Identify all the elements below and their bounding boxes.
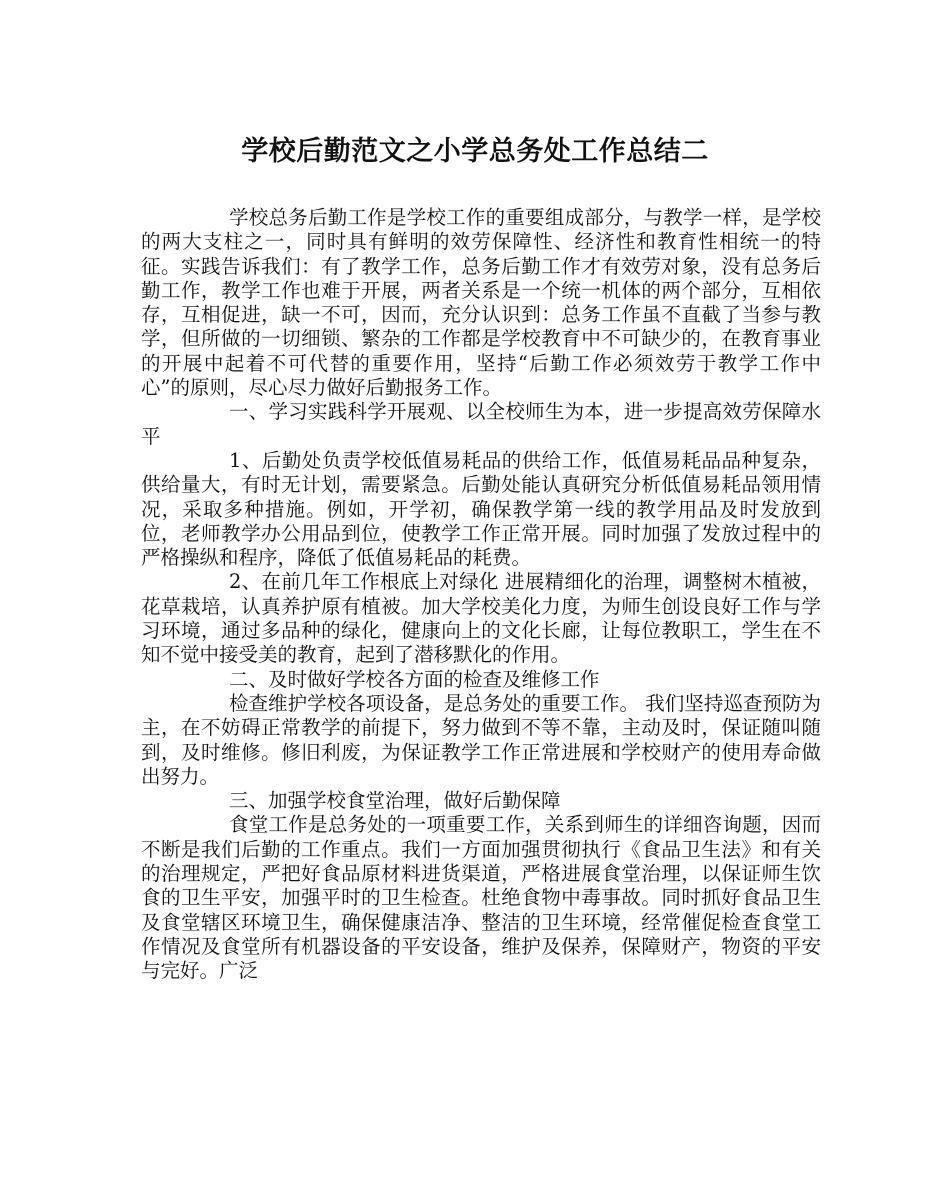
section-3-heading: 三、加强学校食堂治理，做好后勤保障 [229,789,561,813]
section-2-paragraph: 检查维护学校各项设备，是总务处的重要工作。 我们坚持巡查预防为主，在不妨碍正常教学的前提下，努力做到不等不靠，主动及时，保证随叫随到，及时维修。修旧利废，为保证教学工作正常进展和学校财产的使用寿命做出努力。 [141,691,821,788]
section-1-heading: 一、学习实践科学开展观、以全校师生为本，进一步提高效劳保障水平 [141,400,821,448]
section-1-item-2: 2、在前几年工作根底上对绿化 进展精细化的治理，调整树木植被，花草栽培，认真养护原有植被。加大学校美化力度，为师生创设良好工作与学习环境，通过多品种的绿化，健康向上的文化长廊，让每位教职工，学生在不知不觉中接受美的教育，起到了潜移默化的作用。 [141,570,821,667]
section-1-item-1: 1、后勤处负责学校低值易耗品的供给工作，低值易耗品品种复杂，供给量大，有时无计划，需要紧急。后勤处能认真研究分析低值易耗品领用情况，采取多种措施。例如，开学初，确保教学第一线的教学用品及时发放到位，老师教学办公用品到位，使教学工作正常开展。同时加强了发放过程中的严格操纵和程序，降低了低值易耗品的耗费。 [141,448,821,570]
section-3-paragraph: 食堂工作是总务处的一项重要工作，关系到师生的详细咨询题，因而不断是我们后勤的工作重点。我们一方面加强贯彻执行《食品卫生法》和有关的治理规定，严把好食品原材料进货渠道，严格进展食堂治理，以保证师生饮食的卫生平安，加强平时的卫生检查。杜绝食物中毒事故。同时抓好食品卫生及食堂辖区环境卫生，确保健康洁净、整洁的卫生环境，经常催促检查食堂工作情况及食堂所有机器设备的平安设备，维护及保养，保障财产，物资的平安与完好。广泛 [141,813,821,983]
document-body [141,206,821,984]
document-title: 学校后勤范文之小学总务处工作总结二 [241,136,709,167]
intro-paragraph: 学校总务后勤工作是学校工作的重要组成部分，与教学一样，是学校的两大支柱之一，同时具有鲜明的效劳保障性、经济性和教育性相统一的特征。实践告诉我们：有了教学工作，总务后勤工作才有效劳对象，没有总务后勤工作，教学工作也难于开展，两者关系是一个统一机体的两个部分，互相依存，互相促进，缺一不可，因而，充分认识到：总务工作虽不直截了当参与教学，但所做的一切细锁、繁杂的工作都是学校教育中不可缺少的，在教育事业的开展中起着不可代替的重要作用，坚持“后勤工作必须效劳于教学工作中心”的原则，尽心尽力做好后勤报务工作。 [141,206,821,400]
section-2-heading: 二、及时做好学校各方面的检查及维修工作 [229,667,600,691]
